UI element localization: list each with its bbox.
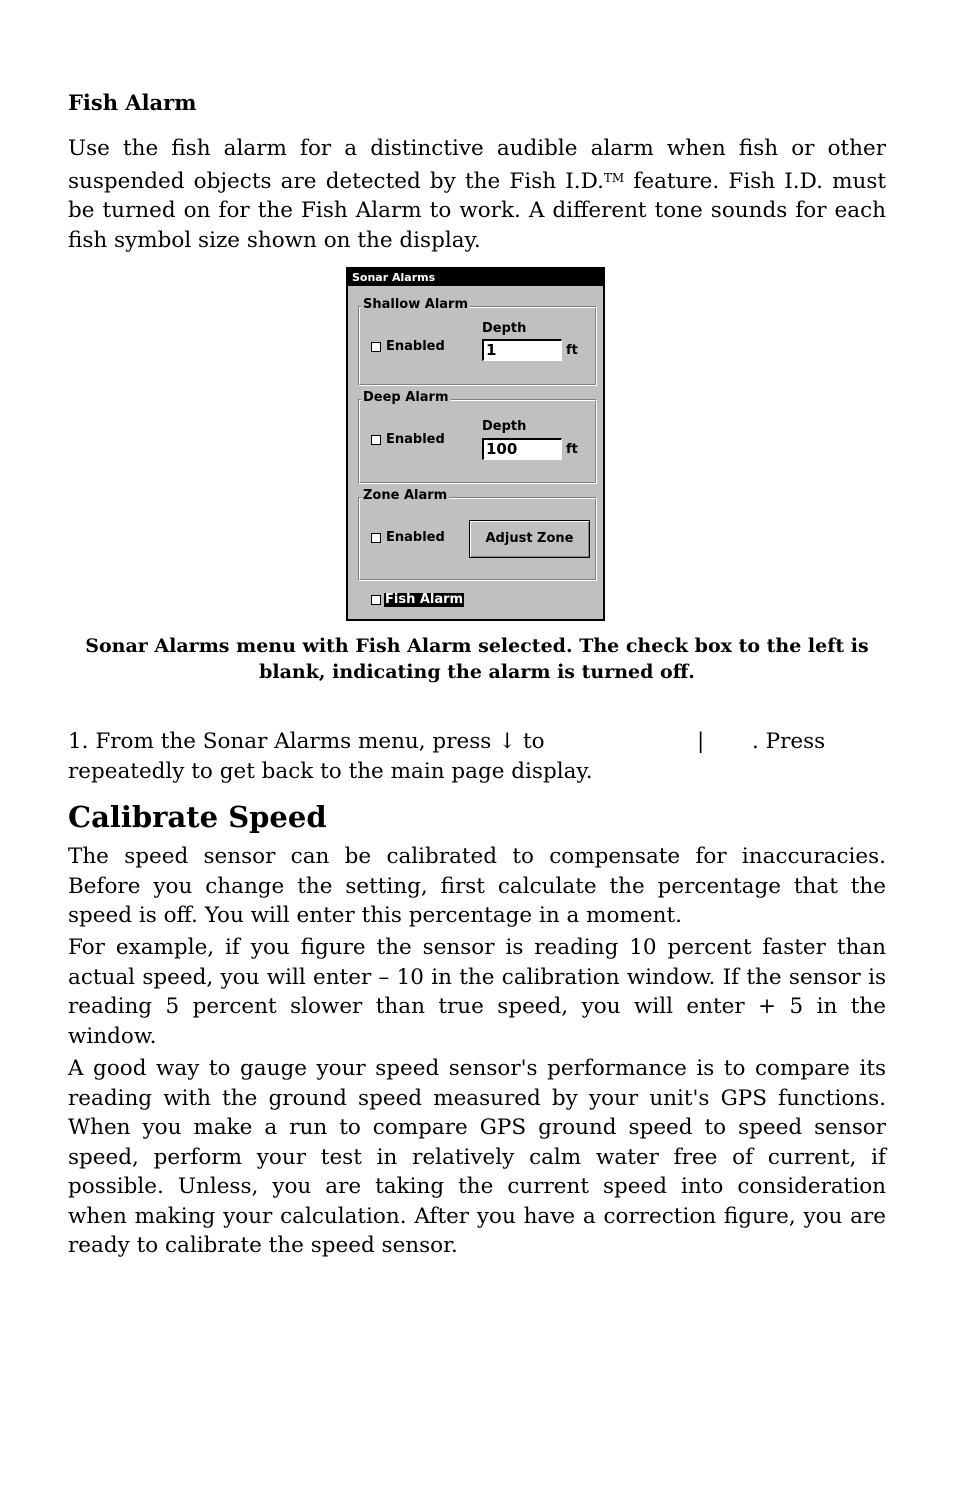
deep-depth-input[interactable]: 100 <box>482 438 562 460</box>
zone-alarm-group <box>358 488 597 581</box>
dialog-title: Sonar Alarms <box>348 269 603 286</box>
zone-enabled-checkbox[interactable] <box>371 533 381 543</box>
zone-enabled-label: Enabled <box>386 530 445 545</box>
deep-enabled-label: Enabled <box>386 432 445 447</box>
deep-enabled-checkbox[interactable] <box>371 435 381 445</box>
figure-caption: Sonar Alarms menu with Fish Alarm selected. The check box to the left is blank, indicating the alarm is turned off. <box>85 635 869 683</box>
paragraph-text: Use the fish alarm for a distinctive audible alarm when fish or other suspended objects are detected by the Fish I.D. <box>68 136 886 194</box>
deep-depth-unit: ft <box>566 442 578 457</box>
trademark-mark: TM <box>603 170 625 185</box>
adjust-zone-button[interactable]: Adjust Zone <box>469 520 590 558</box>
deep-depth-label: Depth <box>482 419 527 434</box>
fish-alarm-label[interactable]: Fish Alarm <box>385 592 464 607</box>
calibrate-paragraph-1: The speed sensor can be calibrated to compensate for inaccuracies. Before you change the setting, first calculate the percentage that the speed is off. You will enter this percentage in a moment. <box>68 844 886 928</box>
step-1-line1: 1. From the Sonar Alarms menu, press ↓ to <box>68 729 545 754</box>
fish-alarm-checkbox[interactable] <box>371 595 381 605</box>
section-heading-calibrate-speed: Calibrate Speed <box>68 800 327 834</box>
fish-alarm-paragraph <box>68 134 886 255</box>
shallow-depth-label: Depth <box>482 321 527 336</box>
step-1-line2: repeatedly to get back to the main page display. <box>68 759 593 784</box>
shallow-alarm-group <box>358 297 597 386</box>
shallow-enabled-checkbox[interactable] <box>371 342 381 352</box>
calibrate-paragraph-2: For example, if you figure the sensor is reading 10 percent faster than actual speed, you will enter – 10 in the calibration window. If the sensor is reading 5 percent slower than true speed, you will enter + 5 in the window. <box>68 935 886 1049</box>
sonar-alarms-dialog <box>346 267 605 621</box>
deep-alarm-legend: Deep Alarm <box>363 390 449 405</box>
shallow-depth-unit: ft <box>566 343 578 358</box>
zone-alarm-legend: Zone Alarm <box>363 488 448 503</box>
shallow-enabled-label: Enabled <box>386 339 445 354</box>
step-1-pipe: | <box>697 729 705 754</box>
shallow-alarm-legend: Shallow Alarm <box>363 297 469 312</box>
shallow-depth-input[interactable]: 1 <box>482 339 562 361</box>
step-1-press: . Press <box>752 729 826 754</box>
deep-alarm-group <box>358 390 597 484</box>
section-heading-fish-alarm: Fish Alarm <box>68 90 197 115</box>
paragraph-text-cont: feature. Fish I.D. must be turned on for the Fish Alarm to work. A different tone sounds for each fish symbol size shown on the display. <box>68 168 886 253</box>
calibrate-paragraph-3: A good way to gauge your speed sensor's performance is to compare its reading with the ground speed measured by your unit's GPS functions. When you make a run to compare GPS ground speed to speed sensor speed, perform your test in relatively calm water free of current, if possible. Unless, you are taking the current speed into consideration when making your calculation. After you have a correction figure, you are ready to calibrate the speed sensor. <box>68 1056 886 1258</box>
